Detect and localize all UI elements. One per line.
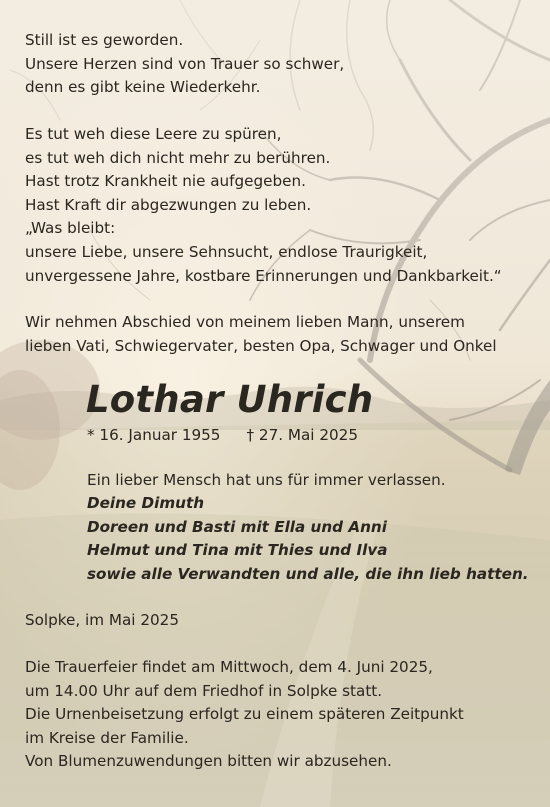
mourner-name: Deine Dimuth: [87, 494, 205, 513]
poem-line: Hast Kraft dir abgezwungen zu leben.: [25, 195, 312, 214]
poem-line: unvergessene Jahre, kostbare Erinnerungen und Dankbarkeit.“: [25, 266, 502, 285]
death-date: † 27. Mai 2025: [246, 426, 358, 444]
poem-line: Hast trotz Krankheit nie aufgegeben.: [25, 172, 306, 191]
mourners-block: [87, 469, 529, 586]
mourner-name: Doreen und Basti mit Ella und Anni: [87, 517, 387, 536]
place-date-text: Solpke, im Mai 2025: [25, 611, 179, 629]
ceremony-line: Die Urnenbeisetzung erfolgt zu einem späteren Zeitpunkt: [25, 705, 464, 724]
poem-line: Still ist es geworden.: [25, 31, 184, 49]
deceased-name: Lothar Uhrich: [86, 378, 374, 421]
ceremony-line: im Kreise der Familie.: [25, 728, 189, 747]
ceremony-line: Die Trauerfeier findet am Mittwoch, dem 4. Juni 2025,: [25, 658, 433, 676]
life-dates: [87, 424, 358, 446]
poem-line: Es tut weh diese Leere zu spüren,: [25, 125, 282, 143]
poem-line: „Was bleibt:: [25, 219, 116, 238]
farewell-text: [25, 311, 497, 358]
ceremony-line: Von Blumenzuwendungen bitten wir abzusehen.: [25, 752, 392, 771]
poem-stanza-2: [25, 123, 502, 288]
poem-stanza-1: [25, 29, 344, 100]
poem-line: unsere Liebe, unsere Sehnsucht, endlose Traurigkeit,: [25, 242, 428, 261]
place-date: [25, 609, 179, 633]
mourners-intro: Ein lieber Mensch hat uns für immer verlassen.: [87, 471, 446, 489]
mourner-name: sowie alle Verwandten und alle, die ihn lieb hatten.: [87, 564, 529, 583]
poem-line: es tut weh dich nicht mehr zu berühren.: [25, 148, 331, 167]
poem-line: Unsere Herzen sind von Trauer so schwer,: [25, 54, 345, 73]
farewell-line: Wir nehmen Abschied von meinem lieben Mann, unserem: [25, 313, 465, 331]
mourner-name: Helmut und Tina mit Thies und Ilva: [87, 541, 388, 560]
ceremony-info: [25, 656, 464, 774]
birth-date: * 16. Januar 1955: [87, 426, 221, 444]
poem-line: denn es gibt keine Wiederkehr.: [25, 78, 261, 97]
ceremony-line: um 14.00 Uhr auf dem Friedhof in Solpke statt.: [25, 681, 383, 700]
farewell-line: lieben Vati, Schwiegervater, besten Opa, Schwager und Onkel: [25, 336, 497, 355]
